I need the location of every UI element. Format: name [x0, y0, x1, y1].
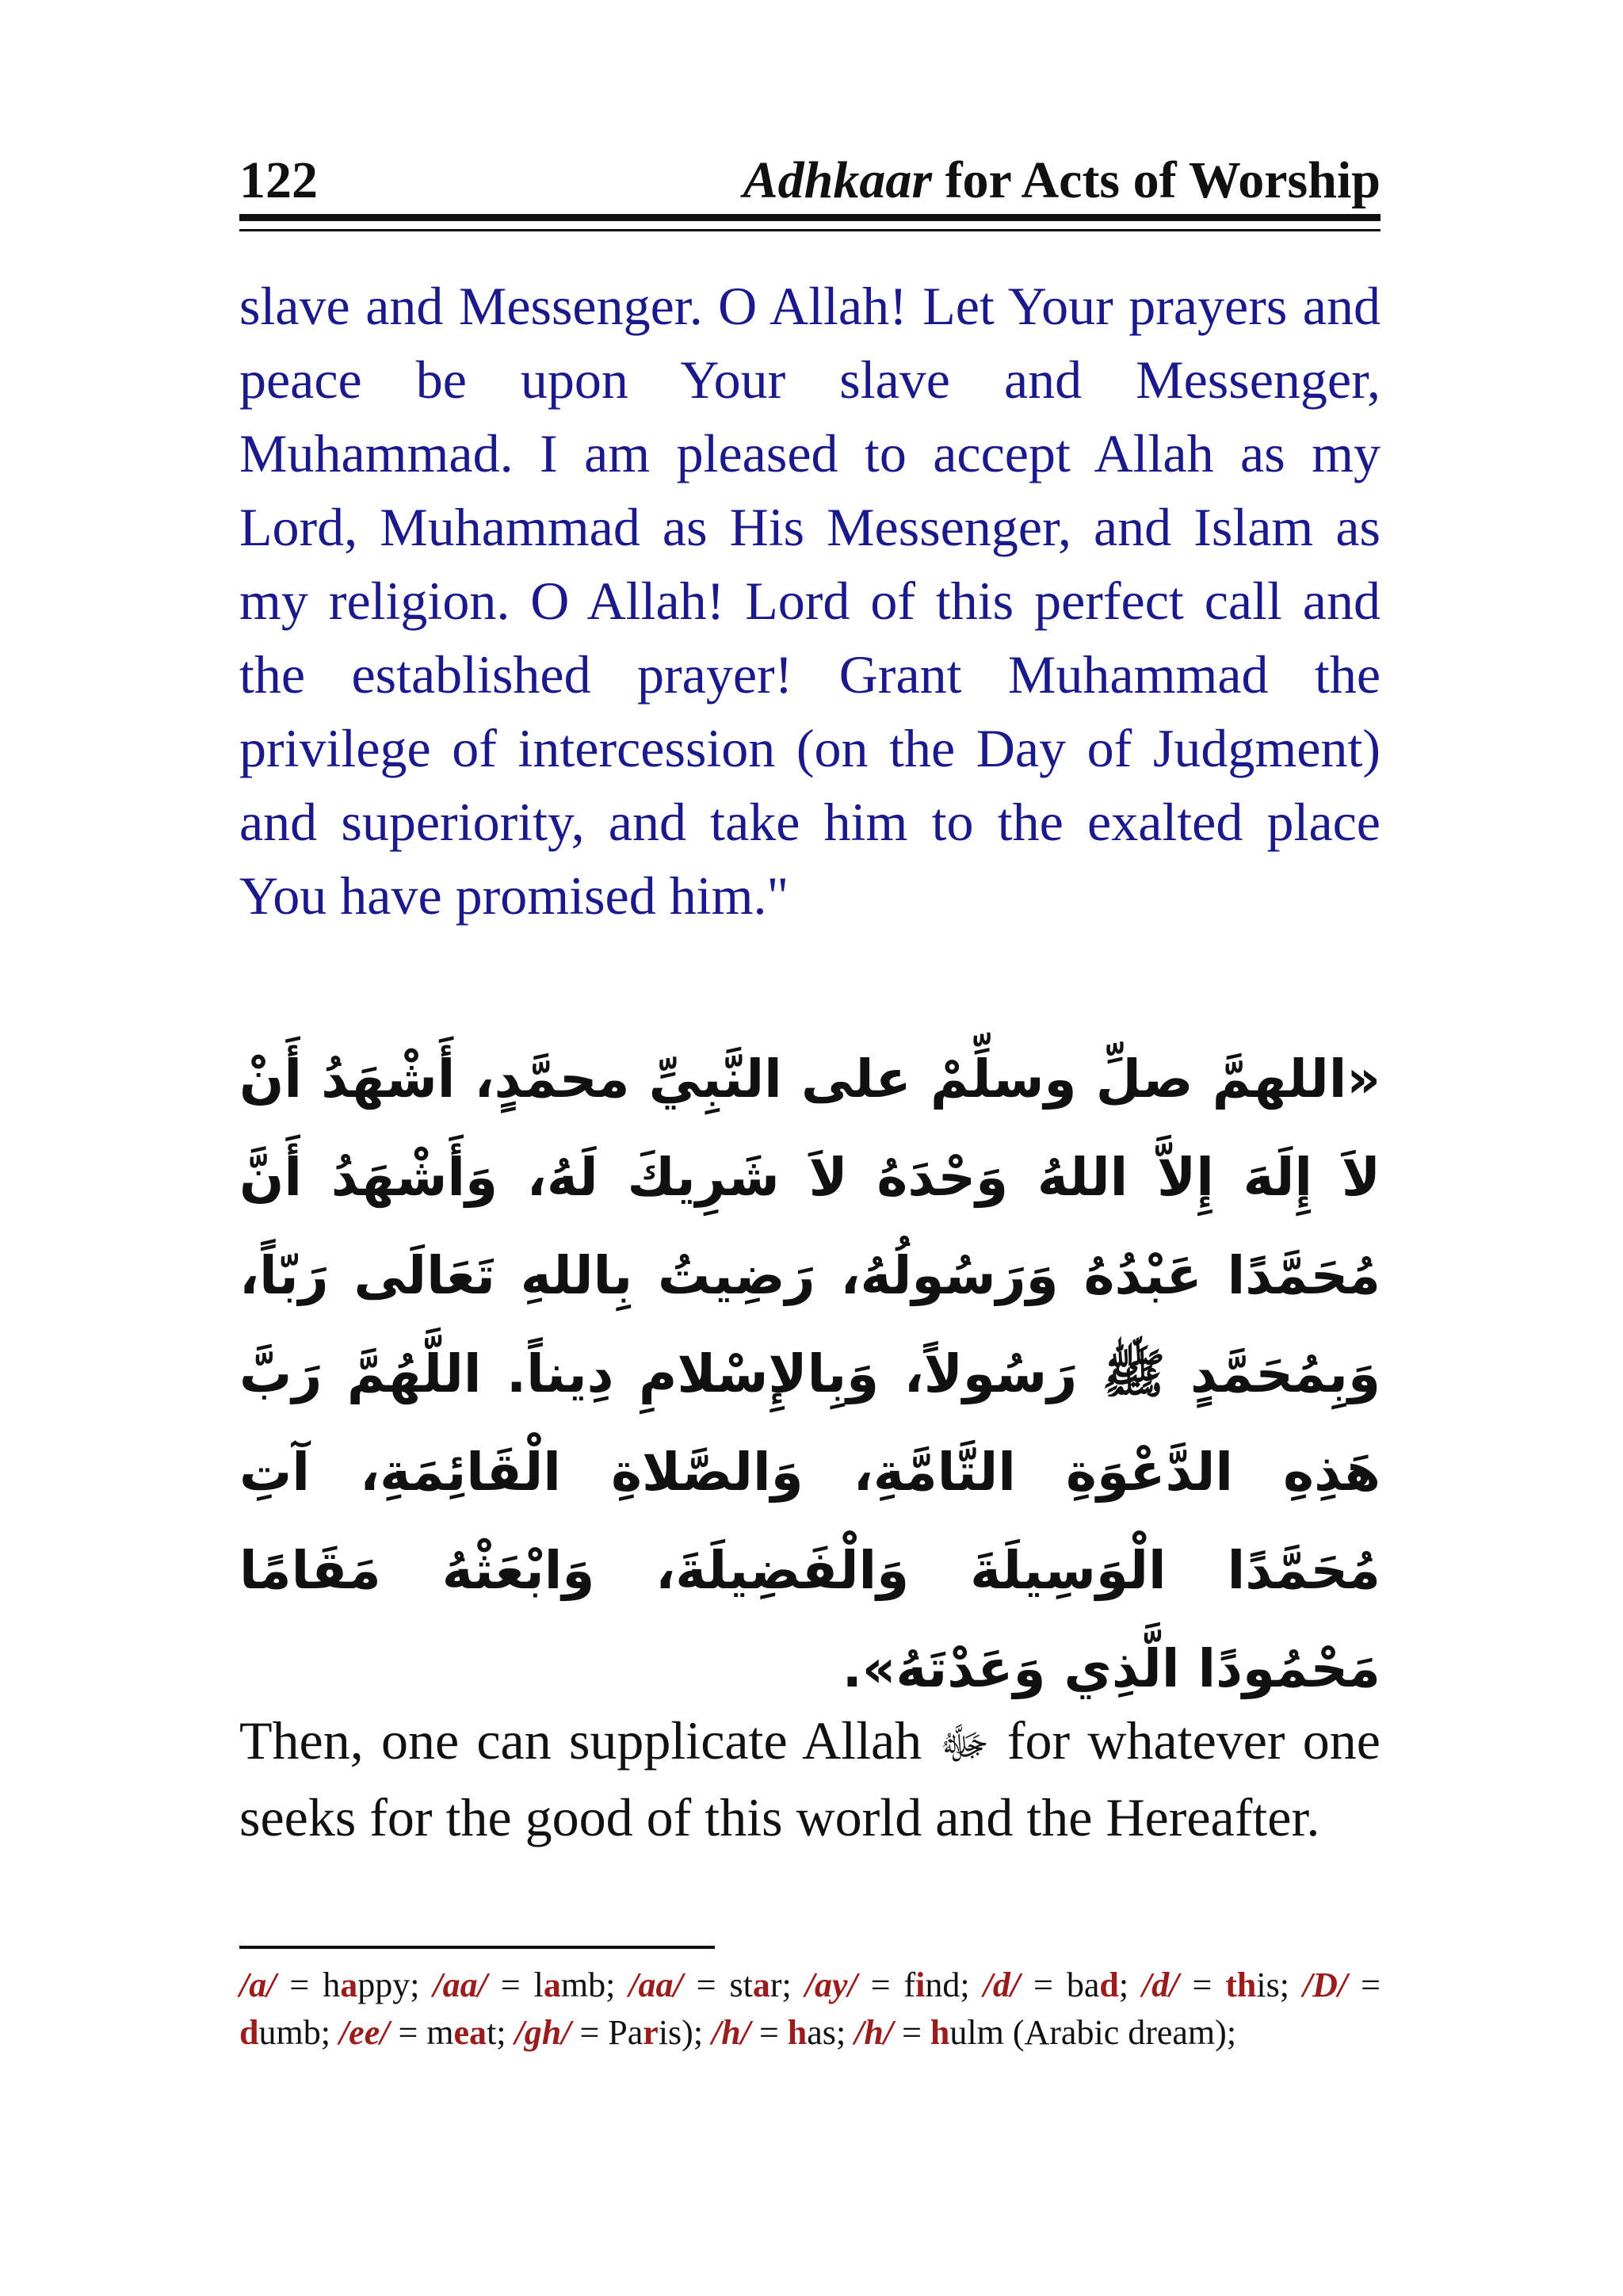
example-highlight: ea	[453, 2013, 487, 2052]
example-part: h	[323, 1966, 341, 2004]
separator: ;	[1118, 1966, 1143, 2004]
translit-symbol: /D/	[1302, 1966, 1348, 2004]
translit-entry: /h/ = has;	[712, 2013, 855, 2052]
translit-symbol: /ay/	[804, 1966, 857, 2004]
example-part: m	[426, 2013, 454, 2052]
example-part: l	[533, 1966, 544, 2004]
separator: ;	[835, 2013, 855, 2052]
separator: ;	[960, 1966, 983, 2004]
separator: ;	[1226, 2013, 1237, 2052]
translation-paragraph: slave and Messenger. O Allah! Let Your prayers and peace be upon Your slave and Messenger, Muhammad. I am pleased to accept Allah as my Lord, Muhammad as His Messenger, and Islam as my religion. O Allah! Lord of this perfect call and the established prayer! Grant Muhammad the privilege of intercession (on the Day of Judgment) and superiority, and take him to the exalted place You have promised him."	[239, 276, 1381, 926]
example-part: f	[903, 1966, 916, 2004]
separator: ;	[605, 1966, 629, 2004]
example-part: st	[729, 1966, 753, 2004]
translit-symbol: /aa/	[628, 1966, 683, 2004]
example-highlight: h	[930, 2013, 950, 2052]
translit-symbol: /h/	[712, 2013, 750, 2052]
example-part: r	[769, 1966, 782, 2004]
closing-text-after: for whatever one seeks for the good of this world and the Hereafter.	[239, 1710, 1381, 1847]
translit-entry: /d/ = bad;	[983, 1966, 1143, 2004]
running-title-rest: for Acts of Worship	[932, 151, 1381, 209]
example-highlight: h	[787, 2013, 808, 2052]
translit-entry: /h/ = hulm (Arabic dream);	[854, 2013, 1237, 2052]
example-part: is	[1256, 1966, 1280, 2004]
separator: ;	[496, 2013, 515, 2052]
example-part: ppy	[357, 1966, 411, 2004]
example-highlight: i	[915, 1966, 926, 2004]
separator: ;	[410, 1966, 433, 2004]
page-number: 122	[239, 151, 318, 209]
example-part: is)	[658, 2013, 693, 2052]
translit-symbol: /d/	[983, 1966, 1021, 2004]
example-part: ulm (Arabic dream)	[949, 2013, 1227, 2052]
running-title	[743, 149, 1381, 212]
example-part: as	[807, 2013, 836, 2052]
transliteration-key	[239, 1962, 1381, 2057]
footnote-rule	[239, 1946, 715, 1949]
example-part: ba	[1066, 1966, 1100, 2004]
closing-text-before: Then, one can supplicate Allah	[239, 1710, 940, 1771]
separator: ;	[1279, 1966, 1303, 2004]
translit-entry: /aa/ = star;	[628, 1966, 805, 2004]
header-rule-thick	[239, 214, 1381, 221]
example-part: nd	[925, 1966, 960, 2004]
translit-entry: /gh/ = Paris);	[514, 2013, 712, 2052]
example-part: Pa	[608, 2013, 643, 2052]
translit-entry: /d/ = this;	[1142, 1966, 1303, 2004]
translit-entry: /a/ = happy;	[239, 1966, 433, 2004]
closing-paragraph	[239, 1704, 1381, 1855]
translit-entry: /D/ = dumb;	[239, 1966, 1381, 2052]
example-highlight: th	[1225, 1966, 1257, 2004]
example-part: t	[487, 2013, 497, 2052]
translit-entry: /ee/ = meat;	[338, 2013, 515, 2052]
example-part: mb	[560, 1966, 606, 2004]
running-title-italic: Adhkaar	[743, 151, 933, 209]
separator: ;	[320, 2013, 339, 2052]
glorification-symbol: ﷻ	[939, 1718, 990, 1770]
page-header	[239, 149, 1381, 212]
separator: ;	[693, 2013, 712, 2052]
example-highlight: a	[340, 1966, 358, 2004]
translit-symbol: /ee/	[338, 2013, 390, 2052]
book-page	[239, 0, 1381, 2296]
example-part: umb	[258, 2013, 321, 2052]
translit-symbol: /gh/	[514, 2013, 571, 2052]
example-highlight: a	[543, 1966, 561, 2004]
example-highlight: r	[643, 2013, 659, 2052]
translit-symbol: /d/	[1142, 1966, 1179, 2004]
arabic-supplication: «اللهمَّ صلِّ وسلِّمْ على النَّبِيِّ محمَّدٍ، أَشْهَدُ أَنْ لاَ إِلَهَ إِلاَّ اللهُ وَحْدَهُ لاَ شَرِيكَ لَهُ، وَأَشْهَدُ أَنَّ مُحَمَّدًا عَبْدُهُ وَرَسُولُهُ، رَضِيتُ بِاللهِ تَعَالَى رَبّاً، وَبِمُحَمَّدٍ ﷺ رَسُولاً، وَبِالإِسْلامِ دِيناً. اللَّهُمَّ رَبَّ هَذِهِ الدَّعْوَةِ التَّامَّةِ، وَالصَّلاةِ الْقَائِمَةِ، آتِ مُحَمَّدًا الْوَسِيلَةَ وَالْفَضِيلَةَ، وَابْعَثْهُ مَقَامًا مَحْمُودًا الَّذِي وَعَدْتَهُ».	[239, 1049, 1381, 1699]
translit-symbol: /h/	[854, 2013, 894, 2052]
example-highlight: a	[752, 1966, 770, 2004]
translit-symbol: /a/	[239, 1966, 277, 2004]
separator: ;	[781, 1966, 805, 2004]
translit-entry: /aa/ = lamb;	[433, 1966, 629, 2004]
header-rule-thin	[239, 229, 1381, 231]
example-highlight: d	[239, 2013, 259, 2052]
example-highlight: d	[1099, 1966, 1119, 2004]
translit-symbol: /aa/	[433, 1966, 487, 2004]
translit-entry: /ay/ = find;	[804, 1966, 983, 2004]
